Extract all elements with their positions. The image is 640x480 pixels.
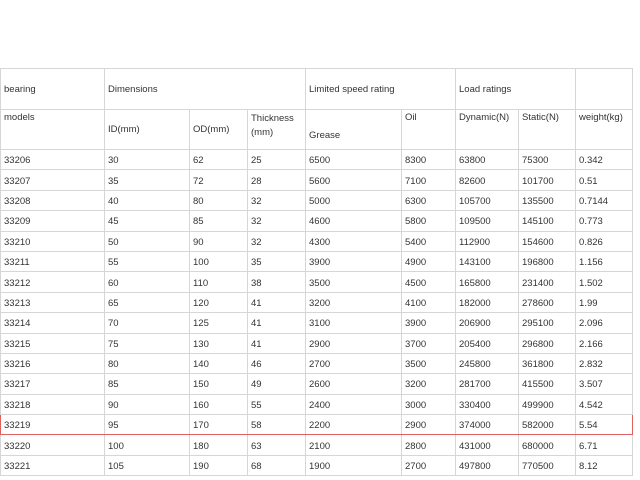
cell-oil: 3900 [402,313,456,333]
cell-static: 770500 [519,455,576,475]
cell-grease: 6500 [306,150,402,170]
cell-model: 33218 [1,394,105,414]
cell-oil: 2700 [402,455,456,475]
cell-static: 415500 [519,374,576,394]
header-models: models [1,110,105,150]
cell-model: 33210 [1,231,105,251]
cell-dynamic: 374000 [456,415,519,435]
cell-od: 190 [190,455,248,475]
cell-static: 278600 [519,292,576,312]
cell-grease: 3100 [306,313,402,333]
header-thickness [248,110,306,150]
table-row [1,374,633,394]
cell-dynamic: 206900 [456,313,519,333]
table-row [1,211,633,231]
cell-grease: 2600 [306,374,402,394]
cell-static: 101700 [519,170,576,190]
header-weight: weight(kg) [576,110,633,150]
header-grease-label: Grease [309,129,341,141]
table-row [1,353,633,373]
cell-thickness: 32 [248,231,306,251]
cell-grease: 1900 [306,455,402,475]
cell-thickness: 28 [248,170,306,190]
cell-static: 231400 [519,272,576,292]
cell-model: 33209 [1,211,105,231]
header-static: Static(N) [519,110,576,150]
cell-model: 33213 [1,292,105,312]
cell-thickness: 63 [248,435,306,455]
cell-static: 145100 [519,211,576,231]
cell-od: 150 [190,374,248,394]
cell-model: 33221 [1,455,105,475]
cell-grease: 3200 [306,292,402,312]
cell-dynamic: 105700 [456,190,519,210]
cell-model: 33216 [1,353,105,373]
cell-dynamic: 281700 [456,374,519,394]
header-grease [306,110,402,150]
cell-model: 33219 [1,415,105,435]
cell-od: 180 [190,435,248,455]
cell-od: 160 [190,394,248,414]
cell-dynamic: 112900 [456,231,519,251]
cell-grease: 2400 [306,394,402,414]
cell-oil: 7100 [402,170,456,190]
cell-model: 33207 [1,170,105,190]
cell-dynamic: 497800 [456,455,519,475]
cell-oil: 4900 [402,251,456,271]
cell-id: 90 [105,394,190,414]
cell-oil: 8300 [402,150,456,170]
cell-od: 170 [190,415,248,435]
cell-static: 295100 [519,313,576,333]
table-body [1,150,633,476]
table-row [1,435,633,455]
cell-oil: 2800 [402,435,456,455]
cell-weight: 2.166 [576,333,633,353]
table-row [1,170,633,190]
cell-id: 85 [105,374,190,394]
cell-thickness: 41 [248,313,306,333]
cell-id: 40 [105,190,190,210]
header-bearing: bearing [1,69,105,110]
cell-grease: 5600 [306,170,402,190]
cell-grease: 2200 [306,415,402,435]
cell-weight: 0.342 [576,150,633,170]
cell-dynamic: 143100 [456,251,519,271]
cell-grease: 2700 [306,353,402,373]
cell-dynamic: 82600 [456,170,519,190]
table-row [1,190,633,210]
cell-od: 85 [190,211,248,231]
cell-weight: 6.71 [576,435,633,455]
table-row-highlighted [1,415,633,435]
cell-weight: 1.156 [576,251,633,271]
table-row [1,455,633,475]
header-id: ID(mm) [105,110,190,150]
cell-static: 75300 [519,150,576,170]
cell-oil: 3700 [402,333,456,353]
cell-dynamic: 330400 [456,394,519,414]
cell-id: 75 [105,333,190,353]
cell-thickness: 58 [248,415,306,435]
cell-model: 33214 [1,313,105,333]
cell-od: 72 [190,170,248,190]
cell-grease: 4300 [306,231,402,251]
header-od: OD(mm) [190,110,248,150]
header-row-groups [1,69,633,110]
cell-thickness: 38 [248,272,306,292]
cell-thickness: 55 [248,394,306,414]
cell-weight: 1.99 [576,292,633,312]
header-limited-speed-rating: Limited speed rating [306,69,456,110]
cell-oil: 4500 [402,272,456,292]
cell-dynamic: 431000 [456,435,519,455]
cell-thickness: 41 [248,333,306,353]
cell-weight: 8.12 [576,455,633,475]
cell-id: 50 [105,231,190,251]
table-row [1,272,633,292]
cell-model: 33208 [1,190,105,210]
cell-oil: 3200 [402,374,456,394]
cell-grease: 3900 [306,251,402,271]
header-load-ratings: Load ratings [456,69,576,110]
cell-oil: 3500 [402,353,456,373]
header-dynamic: Dynamic(N) [456,110,519,150]
cell-weight: 1.502 [576,272,633,292]
table-row [1,292,633,312]
cell-model: 33211 [1,251,105,271]
cell-static: 499900 [519,394,576,414]
table-row [1,313,633,333]
cell-id: 80 [105,353,190,373]
cell-id: 35 [105,170,190,190]
cell-weight: 0.773 [576,211,633,231]
cell-weight: 2.096 [576,313,633,333]
cell-oil: 3000 [402,394,456,414]
cell-id: 45 [105,211,190,231]
cell-thickness: 49 [248,374,306,394]
cell-model: 33215 [1,333,105,353]
cell-thickness: 35 [248,251,306,271]
cell-id: 95 [105,415,190,435]
cell-grease: 4600 [306,211,402,231]
cell-static: 135500 [519,190,576,210]
cell-od: 140 [190,353,248,373]
cell-weight: 2.832 [576,353,633,373]
cell-oil: 5400 [402,231,456,251]
cell-weight: 0.826 [576,231,633,251]
header-blank [576,69,633,110]
cell-od: 120 [190,292,248,312]
cell-static: 196800 [519,251,576,271]
cell-id: 65 [105,292,190,312]
cell-model: 33212 [1,272,105,292]
cell-oil: 6300 [402,190,456,210]
header-dimensions: Dimensions [105,69,306,110]
header-oil: Oil [402,110,456,150]
cell-grease: 5000 [306,190,402,210]
cell-id: 55 [105,251,190,271]
cell-static: 582000 [519,415,576,435]
cell-od: 62 [190,150,248,170]
table-row [1,251,633,271]
cell-dynamic: 109500 [456,211,519,231]
cell-thickness: 32 [248,190,306,210]
cell-thickness: 68 [248,455,306,475]
cell-model: 33206 [1,150,105,170]
cell-model: 33220 [1,435,105,455]
cell-id: 60 [105,272,190,292]
header-thickness-line2: (mm) [251,127,274,138]
header-row-columns [1,110,633,150]
cell-dynamic: 245800 [456,353,519,373]
cell-weight: 3.507 [576,374,633,394]
cell-od: 110 [190,272,248,292]
cell-thickness: 41 [248,292,306,312]
bearing-spec-sheet [0,68,632,476]
cell-od: 125 [190,313,248,333]
table-row [1,150,633,170]
table-row [1,394,633,414]
cell-oil: 4100 [402,292,456,312]
cell-thickness: 46 [248,353,306,373]
cell-weight: 4.542 [576,394,633,414]
cell-static: 154600 [519,231,576,251]
cell-od: 130 [190,333,248,353]
cell-oil: 2900 [402,415,456,435]
cell-id: 30 [105,150,190,170]
cell-thickness: 32 [248,211,306,231]
bearing-spec-table [0,68,633,476]
table-row [1,333,633,353]
cell-thickness: 25 [248,150,306,170]
cell-grease: 2900 [306,333,402,353]
header-thickness-line1: Thickness [251,113,294,124]
cell-dynamic: 165800 [456,272,519,292]
table-row [1,231,633,251]
cell-weight: 5.54 [576,415,633,435]
cell-static: 361800 [519,353,576,373]
cell-oil: 5800 [402,211,456,231]
cell-od: 80 [190,190,248,210]
cell-od: 90 [190,231,248,251]
cell-grease: 3500 [306,272,402,292]
cell-dynamic: 182000 [456,292,519,312]
cell-dynamic: 205400 [456,333,519,353]
cell-id: 100 [105,435,190,455]
cell-id: 105 [105,455,190,475]
cell-weight: 0.51 [576,170,633,190]
cell-grease: 2100 [306,435,402,455]
cell-weight: 0.7144 [576,190,633,210]
cell-static: 680000 [519,435,576,455]
cell-static: 296800 [519,333,576,353]
cell-id: 70 [105,313,190,333]
cell-od: 100 [190,251,248,271]
cell-dynamic: 63800 [456,150,519,170]
cell-model: 33217 [1,374,105,394]
